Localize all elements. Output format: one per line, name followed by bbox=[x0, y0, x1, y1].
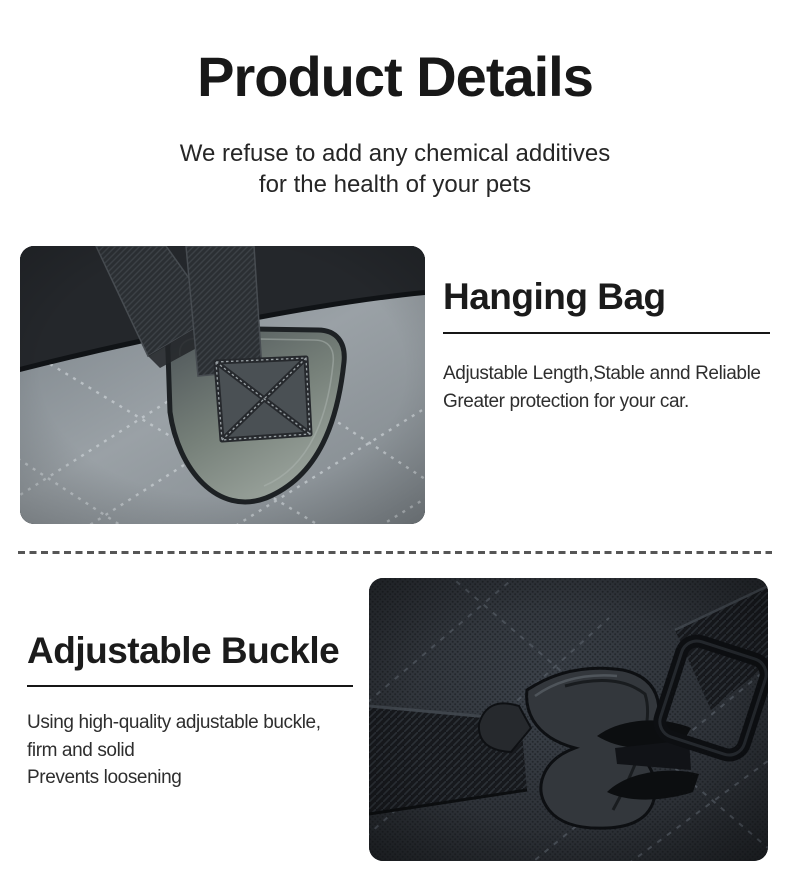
heading-underline bbox=[443, 332, 770, 334]
description-line: Greater protection for your car. bbox=[443, 390, 689, 412]
subtitle-line-2: for the health of your pets bbox=[258, 171, 532, 198]
hanging-bag-description bbox=[443, 360, 783, 415]
subtitle-line-1: We refuse to add any chemical additives bbox=[179, 140, 611, 167]
heading-underline bbox=[27, 685, 353, 687]
hanging-bag-heading: Hanging Bag bbox=[443, 276, 666, 317]
adjustable-buckle-section bbox=[27, 628, 372, 792]
description-line: firm and solid bbox=[27, 739, 135, 761]
dashed-divider bbox=[18, 551, 772, 554]
hanging-bag-photo bbox=[20, 246, 425, 524]
hanging-bag-section bbox=[443, 274, 783, 415]
description-line: Using high-quality adjustable buckle, bbox=[27, 712, 321, 733]
description-line: Prevents loosening bbox=[27, 767, 182, 788]
adjustable-buckle-heading: Adjustable Buckle bbox=[27, 630, 340, 671]
page-subtitle bbox=[0, 138, 790, 200]
buckle-photo bbox=[369, 578, 768, 861]
page-title: Product Details bbox=[197, 45, 593, 108]
description-line: Adjustable Length,Stable annd Reliable bbox=[443, 363, 761, 384]
adjustable-buckle-description bbox=[27, 709, 372, 792]
